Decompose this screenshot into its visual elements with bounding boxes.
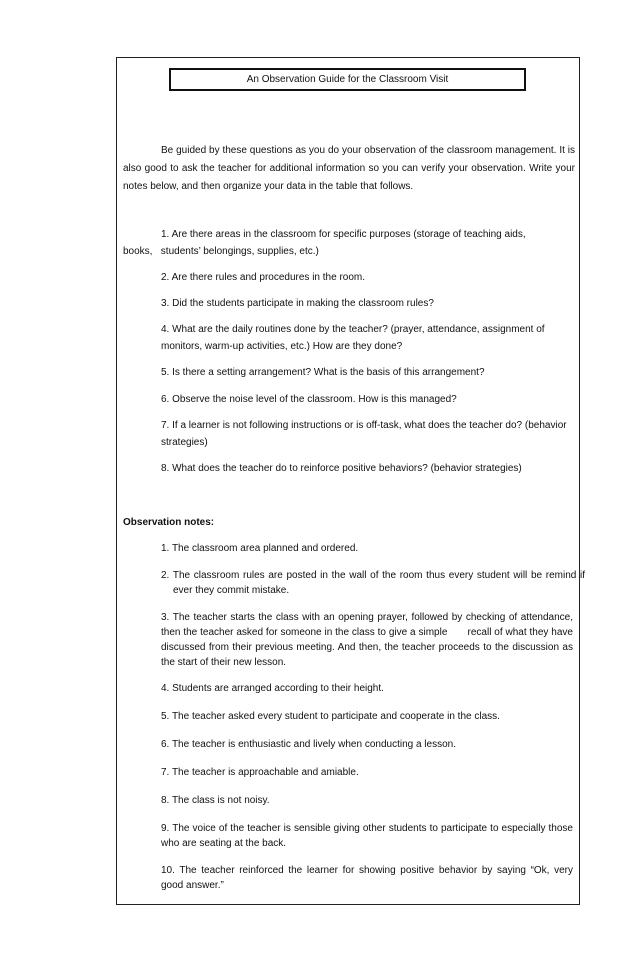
question-3: 3. Did the students participate in making the classroom rules? — [161, 298, 434, 309]
question-2: 2. Are there rules and procedures in the room. — [161, 272, 366, 283]
observation-notes-heading: Observation notes: — [123, 517, 215, 528]
question-4: 4. What are the daily routines done by the teacher? (prayer, attendance, assignment of monitors, warm-up activities, etc.) How are they done? — [161, 324, 545, 352]
note-9: 9. The voice of the teacher is sensible giving other students to participate to especially those who are seating at the back. — [161, 823, 573, 849]
question-1-line-1: 1. Are there areas in the classroom for specific purposes (storage of teaching aids, — [161, 229, 526, 240]
note-2: 2. The classroom rules are posted in the wall of the room thus every student will be remind if ever they commit mistake. — [161, 570, 585, 596]
note-10: 10. The teacher reinforced the learner for showing positive behavior by saying “Ok, very good answer.” — [161, 865, 573, 891]
note-5: 5. The teacher asked every student to participate and cooperate in the class. — [161, 711, 500, 722]
note-7: 7. The teacher is approachable and amiable. — [161, 767, 359, 778]
note-3: 3. The teacher starts the class with an opening prayer, followed by checking of attendance, then the teacher asked for someone in the class to give a simple recall of what they have discussed from their previous meeting. And then, the teacher proceeds to the discussion as the start of their new lesson. — [161, 612, 576, 668]
note-8: 8. The class is not noisy. — [161, 795, 270, 806]
note-6: 6. The teacher is enthusiastic and lively when conducting a lesson. — [161, 739, 456, 750]
question-6: 6. Observe the noise level of the classroom. How is this managed? — [161, 394, 457, 405]
question-1-line-2: books, students’ belongings, supplies, etc.) — [123, 246, 319, 257]
page-title: An Observation Guide for the Classroom Visit — [169, 68, 526, 91]
intro-paragraph: Be guided by these questions as you do your observation of the classroom management. It is also good to ask the teacher for additional information so you can verify your observation. Write your notes below, and then organize your data in the table that follows. — [123, 145, 575, 192]
note-1: 1. The classroom area planned and ordered. — [161, 543, 359, 554]
question-7: 7. If a learner is not following instructions or is off-task, what does the teacher do? (behavior strategies) — [161, 420, 567, 448]
question-5: 5. Is there a setting arrangement? What is the basis of this arrangement? — [161, 367, 485, 378]
question-8: 8. What does the teacher do to reinforce positive behaviors? (behavior strategies) — [161, 463, 522, 474]
note-4: 4. Students are arranged according to their height. — [161, 683, 384, 694]
